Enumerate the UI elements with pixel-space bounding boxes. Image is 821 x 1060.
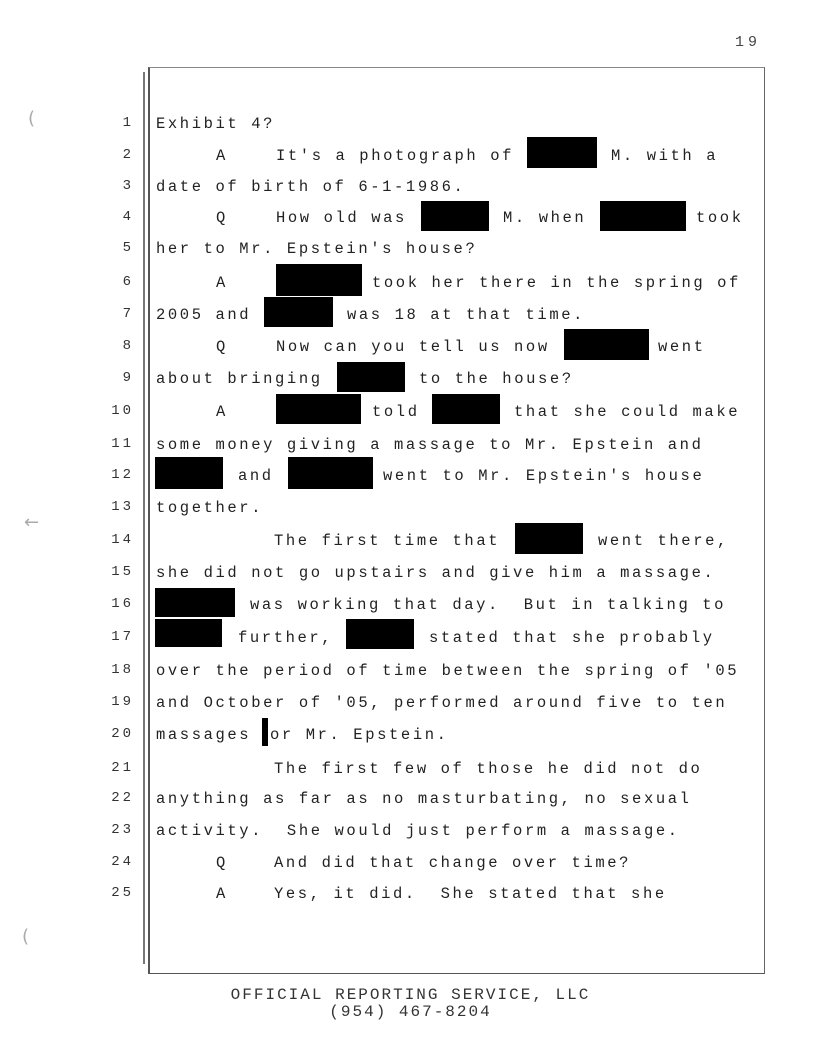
transcript-text: her to Mr. Epstein's house?	[156, 240, 478, 258]
transcript-text: or Mr. Epstein.	[270, 726, 449, 744]
line-number: 23	[111, 822, 134, 838]
speaker-label: Q	[216, 209, 228, 227]
line-number: 15	[111, 564, 134, 580]
transcript-text: told	[372, 403, 420, 421]
transcript-text: anything as far as no masturbating, no sexual	[156, 790, 692, 808]
redaction-block	[527, 137, 597, 168]
line-number: 19	[111, 694, 134, 710]
line-number: 12	[111, 467, 134, 483]
redaction-block	[155, 619, 222, 647]
transcript-text: went	[658, 338, 706, 356]
redaction-block	[155, 457, 223, 489]
footer-phone: (954) 467-8204	[329, 1003, 492, 1021]
transcript-text: to the house?	[419, 370, 574, 388]
redaction-block	[600, 201, 686, 231]
footer-company: OFFICIAL REPORTING SERVICE, LLC	[230, 986, 591, 1004]
line-number: 20	[111, 726, 134, 742]
redaction-block	[155, 588, 235, 617]
speaker-label: A	[216, 274, 228, 292]
line-number: 22	[111, 790, 134, 806]
speaker-label: Q	[216, 854, 228, 872]
speaker-label: Q	[216, 338, 228, 356]
transcript-text: took her there in the spring of	[372, 274, 741, 292]
redaction-block	[346, 619, 414, 649]
transcript-text: M. when	[503, 209, 587, 227]
transcript-text: massages	[156, 726, 252, 744]
transcript-text: some money giving a massage to Mr. Epstein and	[156, 436, 704, 454]
transcript-text: How old was	[276, 209, 407, 227]
line-number: 11	[111, 436, 134, 452]
transcript-text: over the period of time between the spring of '05	[156, 662, 740, 680]
redaction-block	[264, 297, 333, 327]
transcript-text: about bringing	[156, 370, 323, 388]
line-number: 21	[111, 760, 134, 776]
line-number: 7	[122, 306, 134, 322]
transcript-text: further,	[238, 629, 334, 647]
line-number: 3	[122, 178, 134, 194]
transcript-text: went there,	[598, 532, 729, 550]
speaker-label: A	[216, 885, 228, 903]
line-number: 2	[122, 147, 134, 163]
margin-mark-icon: (	[28, 108, 36, 129]
redaction-block	[432, 394, 500, 424]
transcript-text: And did that change over time?	[274, 854, 632, 872]
transcript-text: was working that day. But in talking to	[250, 596, 727, 614]
line-number: 14	[111, 532, 134, 548]
transcript-text: went to Mr. Epstein's house	[383, 467, 705, 485]
speaker-label: A	[216, 403, 228, 421]
redaction-block	[337, 362, 405, 392]
line-number: 16	[111, 596, 134, 612]
redaction-block	[421, 201, 489, 231]
transcript-text: and	[238, 467, 274, 485]
transcript-text: Now can you tell us now	[276, 338, 550, 356]
line-number: 24	[111, 854, 134, 870]
line-number: 17	[111, 629, 134, 645]
frame-inner-rule	[143, 72, 145, 964]
redaction-block	[564, 329, 649, 360]
line-number: 13	[111, 499, 134, 515]
transcript-text: It's a photograph of	[276, 147, 515, 165]
line-number: 25	[111, 885, 134, 901]
line-number: 5	[122, 240, 134, 256]
transcript-text: and October of '05, performed around five to ten	[156, 694, 728, 712]
transcript-text: stated that she probably	[429, 629, 715, 647]
margin-arrow-icon: ←	[24, 512, 40, 533]
transcript-text: together.	[156, 499, 264, 517]
transcript-text: 2005 and	[156, 306, 252, 324]
line-number: 18	[111, 662, 134, 678]
redaction-block	[288, 457, 373, 489]
transcript-text: date of birth of 6-1-1986.	[156, 178, 466, 196]
line-number: 4	[122, 209, 134, 225]
transcript-text: M. with a	[611, 147, 719, 165]
transcript-text: activity. She would just perform a massage.	[156, 822, 680, 840]
transcript-text: that she could make	[514, 403, 741, 421]
redaction-block	[276, 264, 362, 296]
transcript-text: Exhibit 4?	[156, 115, 276, 133]
transcript-text: she did not go upstairs and give him a massage.	[156, 564, 716, 582]
line-number: 9	[122, 370, 134, 386]
line-number: 1	[122, 115, 134, 131]
transcript-text: Yes, it did. She stated that she	[274, 885, 667, 903]
margin-mark-icon: (	[22, 926, 30, 947]
page-number: 19	[735, 34, 762, 51]
redaction-block	[276, 394, 361, 424]
line-number: 10	[111, 403, 134, 419]
transcript-text: The first few of those he did not do	[274, 760, 703, 778]
transcript-text: The first time that	[274, 532, 501, 550]
line-number: 6	[122, 274, 134, 290]
redaction-block	[515, 523, 583, 554]
speaker-label: A	[216, 147, 228, 165]
transcript-text: took	[696, 209, 744, 227]
line-number: 8	[122, 338, 134, 354]
redaction-block	[262, 718, 268, 746]
transcript-text: was 18 at that time.	[347, 306, 586, 324]
